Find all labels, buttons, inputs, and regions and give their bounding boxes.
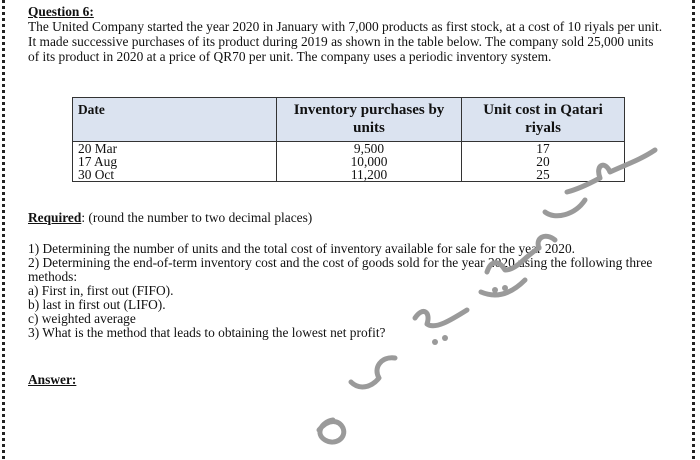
list-item: a) First in, first out (FIFO). — [28, 283, 174, 298]
list-item: 1) Determining the number of units and the total cost of inventory available for sale for the year 2020. — [28, 241, 575, 256]
list-item: 3) What is the method that leads to obtaining the lowest net profit? — [28, 325, 386, 340]
cell-date: 17 Aug — [73, 155, 277, 168]
left-dotted-border — [2, 0, 5, 459]
answer-label: Answer: — [28, 372, 77, 387]
list-item: 2) Determining the end-of-term inventory cost and the cost of goods sold for the year 2020 using the following three methods: — [28, 255, 653, 284]
question-title: Question 6: — [28, 4, 94, 19]
question-intro: The United Company started the year 2020 in January with 7,000 products as first stock, at a cost of 10 riyals per unit. It made successive purchases of its product during 2019 as shown in the table below. The company sold 25,000 units of its product in 2020 at a price of QR70 per unit. The company uses a periodic inventory system. — [28, 19, 663, 64]
question-block — [28, 4, 668, 64]
cell-date: 20 Mar — [73, 142, 277, 156]
header-date: Date — [73, 98, 277, 142]
table-row — [73, 168, 625, 182]
header-units: Inventory purchases by units — [277, 98, 462, 142]
cell-units: 11,200 — [277, 168, 462, 182]
purchases-table-wrap — [72, 97, 625, 182]
cell-cost: 25 — [462, 168, 625, 182]
right-dotted-border — [692, 0, 695, 459]
table-row — [73, 142, 625, 156]
list-item: c) weighted average — [28, 311, 136, 326]
header-cost: Unit cost in Qatari riyals — [462, 98, 625, 142]
required-label: Required — [28, 210, 82, 225]
cell-units: 9,500 — [277, 142, 462, 156]
requirements-list — [28, 242, 668, 340]
cell-units: 10,000 — [277, 155, 462, 168]
cell-cost: 17 — [462, 142, 625, 156]
table-header-row — [73, 98, 625, 142]
cell-date: 30 Oct — [73, 168, 277, 182]
list-item: b) last in first out (LIFO). — [28, 297, 166, 312]
required-text: : (round the number to two decimal places) — [81, 210, 313, 225]
purchases-table — [72, 97, 625, 182]
cell-cost: 20 — [462, 155, 625, 168]
required-line — [28, 210, 312, 226]
